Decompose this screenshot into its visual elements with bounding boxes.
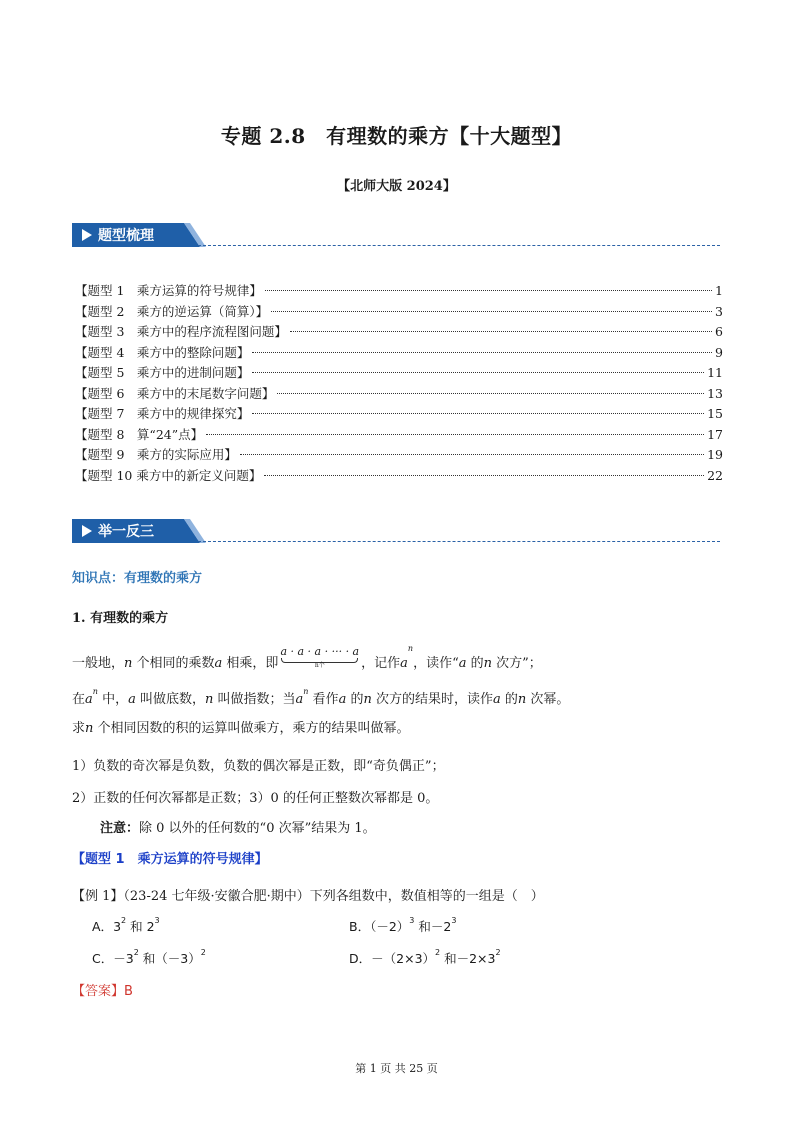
play-arrow-icon <box>82 525 92 537</box>
toc-item[interactable]: 【题型 7 乘方中的规律探究】 15 <box>75 406 723 421</box>
toc-item[interactable]: 【题型 2 乘方的逆运算（简算）】 3 <box>75 303 723 319</box>
knowledge-point-heading: 知识点：有理数的乘方 <box>72 571 203 586</box>
toc-item[interactable]: 【题型 3 乘方中的程序流程图问题】 6 <box>75 324 723 339</box>
example-question: 【例 1】（23-24 七年级·安徽合肥·期中）下列各组数中，数值相等的一组是（ ） <box>72 889 544 904</box>
play-arrow-icon <box>82 229 92 241</box>
option-d[interactable]: D．$-(2\times 3)^2$ 和$-2\times 3^2$ <box>349 948 501 966</box>
toc-item[interactable]: 【题型 9 乘方的实际应用】 19 <box>75 447 723 462</box>
edition-label: 【北师大版 2024】 <box>337 179 456 194</box>
toc-item[interactable]: 【题型 8 算“24”点】 17 <box>75 426 723 442</box>
dashed-divider <box>198 541 720 542</box>
option-b[interactable]: B．$(-2)^3$ 和$-2^3$ <box>349 916 457 934</box>
option-a[interactable]: A．$3^2$ 和 $2^3$ <box>92 916 160 934</box>
page-title: 专题 2.8 有理数的乘方【十大题型】 <box>220 124 573 148</box>
toc-item[interactable]: 【题型 1 乘方运算的符号规律】 1 <box>75 283 723 298</box>
note-line: 注意：除 0 以外的任何数的“0 次幂”结果为 1。 <box>100 821 376 836</box>
section-banner-label: 题型梳理 <box>98 228 154 244</box>
toc-item[interactable]: 【题型 5 乘方中的进制问题】 11 <box>75 365 723 380</box>
toc-item[interactable]: 【题型 4 乘方中的整除问题】 9 <box>75 344 723 360</box>
rule-line: 1）负数的奇次幂是负数，负数的偶次幂是正数，即“奇负偶正”； <box>72 759 445 774</box>
page-footer: 第 1 页 共 25 页 <box>355 1062 438 1075</box>
dashed-divider <box>198 245 720 246</box>
option-c[interactable]: C．$-3^2$ 和$(-3)^2$ <box>92 948 206 966</box>
type-heading: 【题型 1 乘方运算的符号规律】 <box>72 852 268 867</box>
definition-line: 一般地，n 个相同的乘数a 相乘，即a · a · a · ··· · a n个 ，记作$a^n$，读作“a 的n 次方”； <box>72 644 542 671</box>
toc-item[interactable]: 【题型 6 乘方中的末尾数字问题】 13 <box>75 385 723 401</box>
underbrace-product: a · a · a · ··· · a n个 <box>280 645 360 669</box>
table-of-contents <box>75 281 723 486</box>
note-label: 注意： <box>100 821 140 836</box>
toc-item[interactable]: 【题型 10 乘方中的新定义问题】 22 <box>75 467 723 483</box>
section-banner-label: 举一反三 <box>98 524 154 540</box>
definition-line: 求n 个相同因数的积的运算叫做乘方，乘方的结果叫做幂。 <box>72 721 410 736</box>
answer-line: 【答案】B <box>72 984 133 999</box>
subsection-heading: 1. 有理数的乘方 <box>72 611 169 626</box>
rule-line: 2）正数的任何次幂都是正数；3）0 的任何正整数次幂都是 0。 <box>72 791 439 806</box>
definition-line: 在$a^n$ 中，a 叫做底数，n 叫做指数；当$a^n$ 看作a 的n 次方的结果时，读作a 的n 次幂。 <box>72 687 570 707</box>
